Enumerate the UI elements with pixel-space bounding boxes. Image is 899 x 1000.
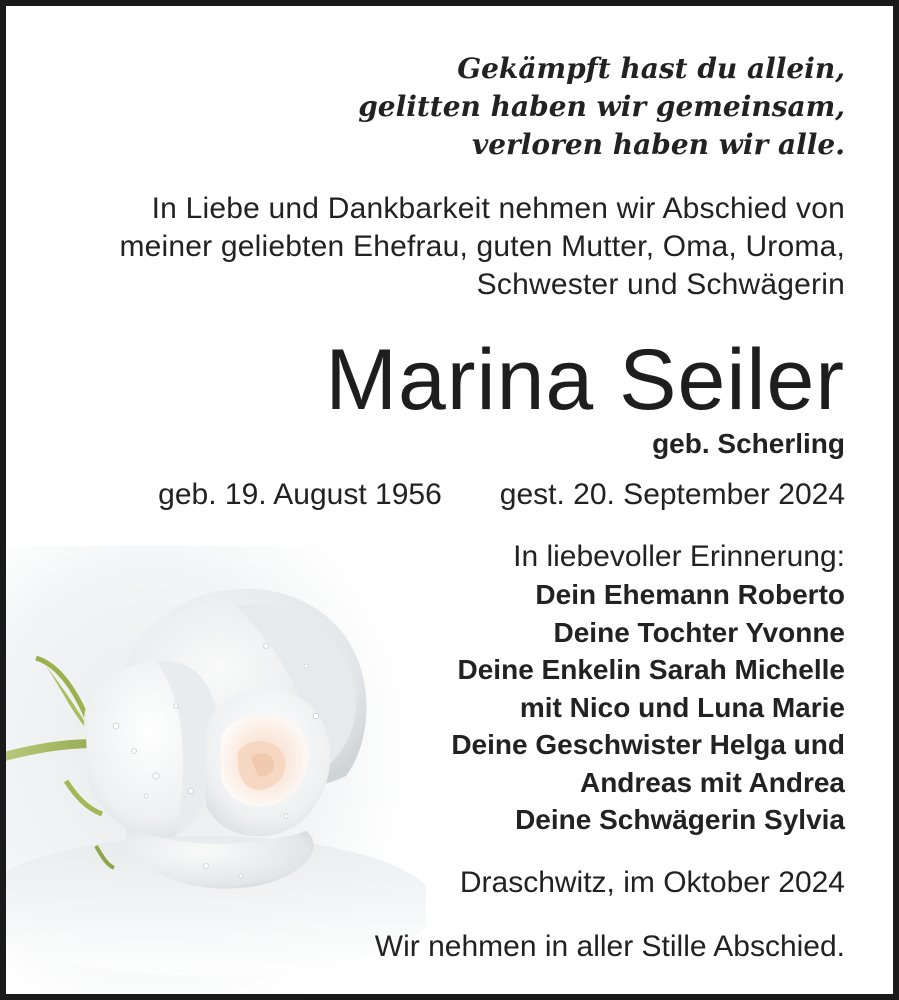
closing-line: Wir nehmen in aller Stille Abschied. bbox=[374, 930, 845, 963]
death-date: gest. 20. September 2024 bbox=[499, 478, 845, 511]
mourner-item: Deine Geschwister Helga und bbox=[451, 729, 845, 760]
intro-text bbox=[119, 190, 845, 304]
mourner-item: Deine Tochter Yvonne bbox=[553, 616, 845, 648]
mourner-item: Deine Enkelin Sarah Michelle bbox=[457, 654, 845, 685]
white-rose-image bbox=[6, 546, 426, 1000]
life-dates bbox=[158, 476, 845, 514]
intro-line: meiner geliebten Ehefrau, guten Mutter, Oma, Uroma, bbox=[119, 230, 845, 263]
motto-line: Gekämpft hast du allein, bbox=[457, 52, 845, 85]
intro-line: Schwester und Schwägerin bbox=[476, 268, 845, 301]
birth-name: geb. Scherling bbox=[652, 428, 845, 459]
birth-date: geb. 19. August 1956 bbox=[158, 478, 442, 511]
memory-label: In liebevoller Erinnerung: bbox=[513, 540, 845, 573]
mourner-item: Andreas mit Andrea bbox=[579, 766, 845, 798]
mourner-item: Deine Schwägerin Sylvia bbox=[515, 804, 845, 835]
motto-line: verloren haben wir alle. bbox=[471, 128, 845, 161]
mourner-item: Dein Ehemann Roberto bbox=[535, 579, 845, 610]
place-and-date: Draschwitz, im Oktober 2024 bbox=[459, 866, 845, 899]
motto-verse bbox=[358, 50, 845, 164]
mourner-item: mit Nico und Luna Marie bbox=[519, 691, 845, 723]
mourners-list bbox=[451, 576, 845, 839]
deceased-name: Marina Seiler bbox=[325, 332, 845, 428]
intro-line: In Liebe und Dankbarkeit nehmen wir Abschied von bbox=[151, 192, 845, 225]
motto-line: gelitten haben wir gemeinsam, bbox=[358, 90, 845, 123]
